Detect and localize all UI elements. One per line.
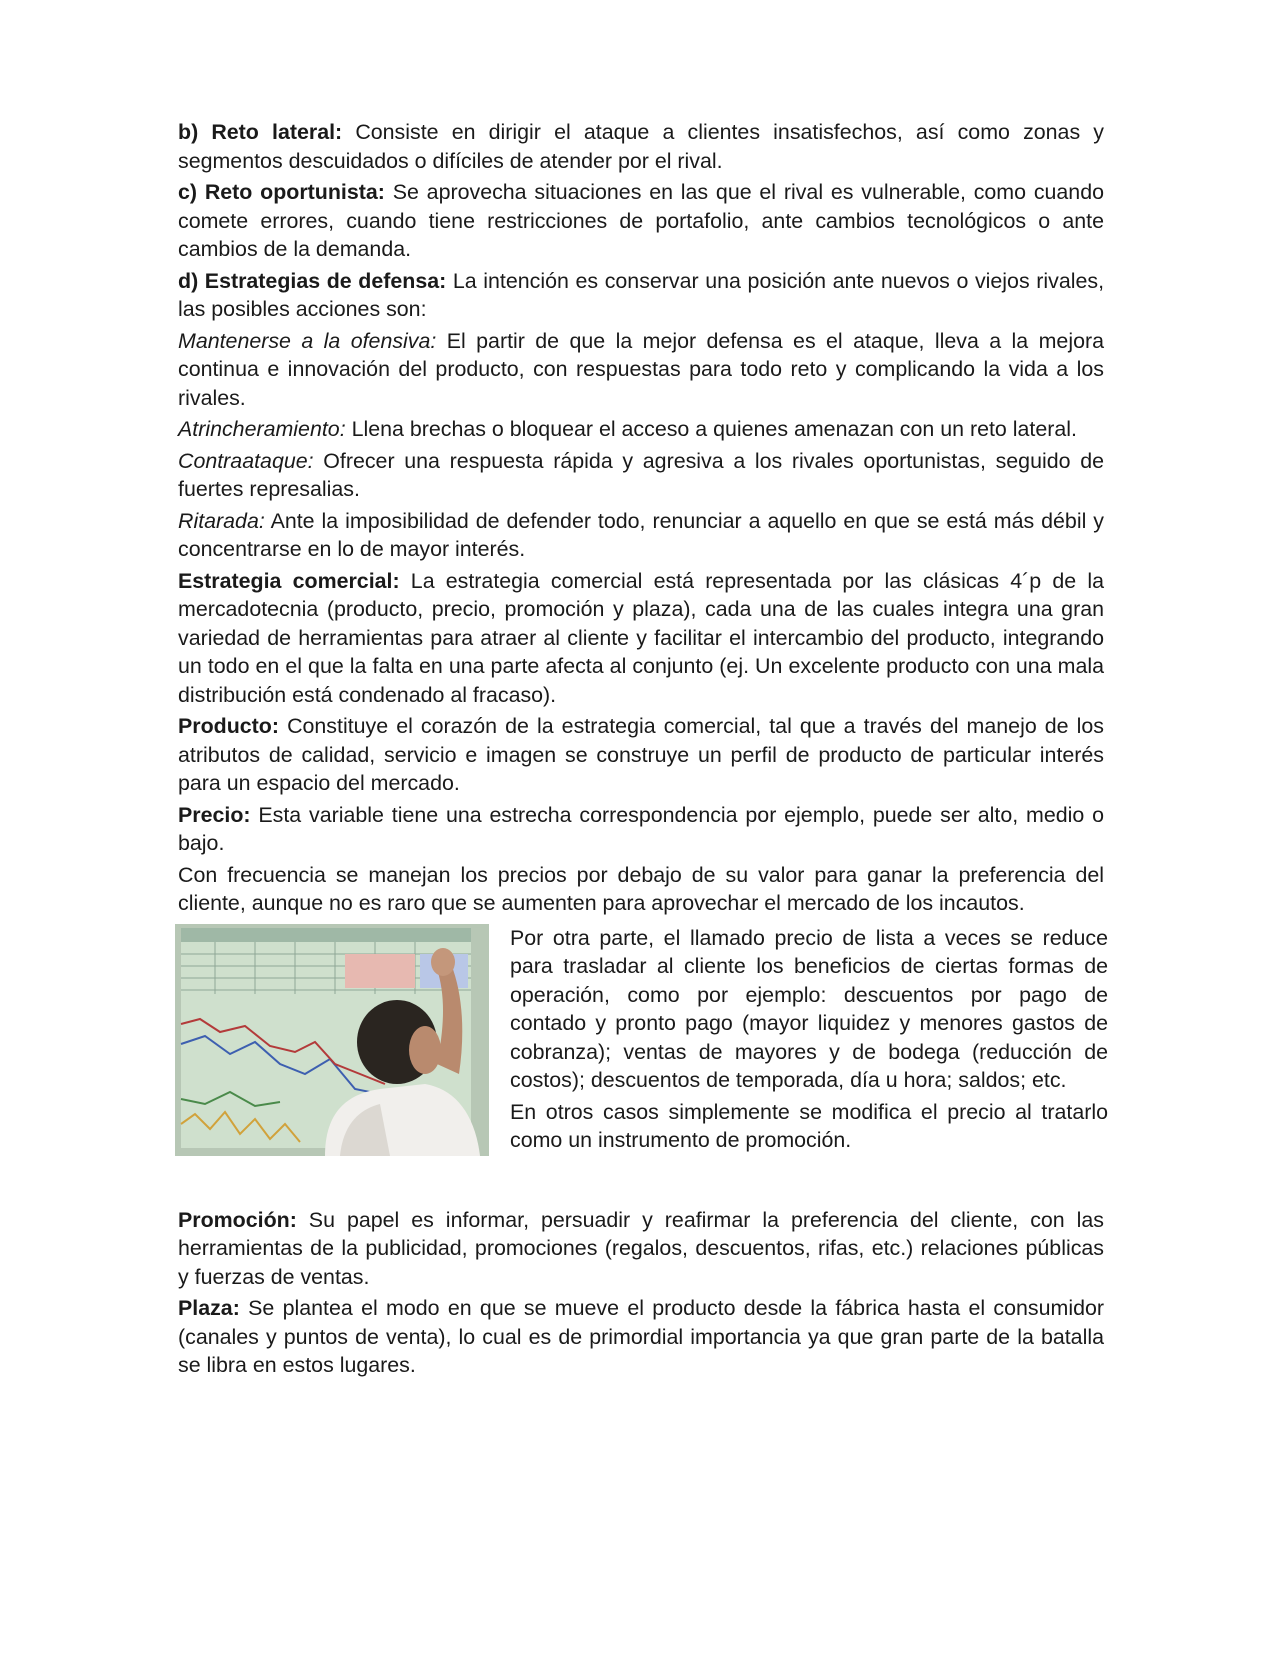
paragraph-text: Constituye el corazón de la estrategia comercial, tal que a través del manejo de los atributos de calidad, servicio e imagen se construye un perfil de producto de particular interés para un espacio del mercado. [178,714,1104,795]
paragraph-text: Ofrecer una respuesta rápida y agresiva a los rivales oportunistas, seguido de fuertes represalias. [178,448,1104,501]
term-plaza: Plaza: [178,1296,240,1320]
paragraph-text: Consiste en dirigir el ataque a clientes insatisfechos, así como zonas y segmentos descuidados o difíciles de atender por el rival. [178,120,1104,173]
paragraph-text: El partir de que la mejor defensa es el ataque, lleva a la mejora continua e innovación del producto, con respuestas para todo reto y complicando la vida a los rivales. [178,328,1104,410]
side-paragraphs [510,924,1108,1158]
paragraph-contraataque [178,447,1104,504]
paragraph-promocion [178,1206,1104,1292]
paragraph-text: La intención es conservar una posición ante nuevos o viejos rivales, las posibles acciones son: [178,268,1105,321]
top-paragraphs [178,118,1104,918]
paragraph-reto-lateral [178,118,1104,175]
paragraph-reto-oportunista [178,178,1104,264]
term-mantenerse-ofensiva: Mantenerse a la ofensiva: [178,328,437,353]
paragraph-precio-lista [510,924,1108,1095]
paragraph-text: Se plantea el modo en que se mueve el producto desde la fábrica hasta el consumidor (canales y puntos de venta), lo cual es de primordial importancia ya que gran parte de la batalla se libra en estos lugares. [178,1296,1104,1377]
term-precio: Precio: [178,802,251,827]
paragraph-plaza [178,1294,1104,1380]
term-contraataque: Contraataque: [178,448,314,473]
bottom-paragraphs [178,1206,1104,1380]
paragraph-precio [178,801,1104,858]
stock-board-photo-icon [175,924,489,1156]
paragraph-text: Se aprovecha situaciones en las que el rival es vulnerable, como cuando comete errores, cuando tiene restricciones de portafolio, ante cambios tecnológicos o ante cambios de la demanda. [178,180,1104,261]
paragraph-estrategia-comercial [178,567,1104,710]
figure-row [178,924,1108,1206]
term-promocion: Promoción: [178,1207,297,1232]
term-estrategias-defensa: d) Estrategias de defensa: [178,268,447,293]
term-atrincheramiento: Atrincheramiento: [178,417,346,441]
paragraph-text: Con frecuencia se manejan los precios por debajo de su valor para ganar la preferencia del cliente, aunque no es raro que se aumenten para aprovechar el mercado de los incautos. [178,862,1104,915]
term-ritarada: Ritarada: [178,508,265,533]
paragraph-text: Por otra parte, el llamado precio de lista a veces se reduce para trasladar al cliente los beneficios de ciertas formas de operación, como por ejemplo: descuentos por pago de contado y pronto pago (mayor liquidez y menores gastos de cobranza); ventas de mayores y de bodega (reducción de costos); descuentos de temporada, día u hora; saldos; etc. [510,925,1108,1092]
paragraph-atrincheramiento [178,415,1104,444]
paragraph-estrategias-defensa [178,267,1104,324]
paragraph-otros-casos [510,1098,1108,1155]
term-producto: Producto: [178,714,279,738]
term-estrategia-comercial: Estrategia comercial: [178,568,400,593]
paragraph-mantenerse-ofensiva [178,327,1104,413]
term-reto-lateral: b) Reto lateral: [178,120,343,144]
term-reto-oportunista: c) Reto oportunista: [178,180,385,204]
paragraph-text: Su papel es informar, persuadir y reafirmar la preferencia del cliente, con las herramientas de la publicidad, promociones (regalos, descuentos, rifas, etc.) relaciones públicas y fuerzas de ventas. [178,1207,1104,1289]
paragraph-text: Esta variable tiene una estrecha correspondencia por ejemplo, puede ser alto, medio o bajo. [178,802,1104,855]
paragraph-text: Llena brechas o bloquear el acceso a quienes amenazan con un reto lateral. [345,417,1077,441]
document-page [178,118,1108,1383]
paragraph-text: La estrategia comercial está representada por las clásicas 4´p de la mercadotecnia (producto, precio, promoción y plaza), cada una de las cuales integra una gran variedad de herramientas para atraer al cliente y facilitar el intercambio del producto, integrando un todo en el que la falta en una parte afecta al conjunto (ej. Un excelente producto con una mala distribución está condenado al fracaso). [178,568,1104,707]
paragraph-producto [178,712,1104,798]
paragraph-frecuencia [178,861,1104,918]
paragraph-ritarada [178,507,1104,564]
paragraph-text: En otros casos simplemente se modifica el precio al tratarlo como un instrumento de promoción. [510,1099,1108,1152]
paragraph-text: Ante la imposibilidad de defender todo, renunciar a aquello en que se está más débil y concentrarse en lo de mayor interés. [178,508,1104,561]
